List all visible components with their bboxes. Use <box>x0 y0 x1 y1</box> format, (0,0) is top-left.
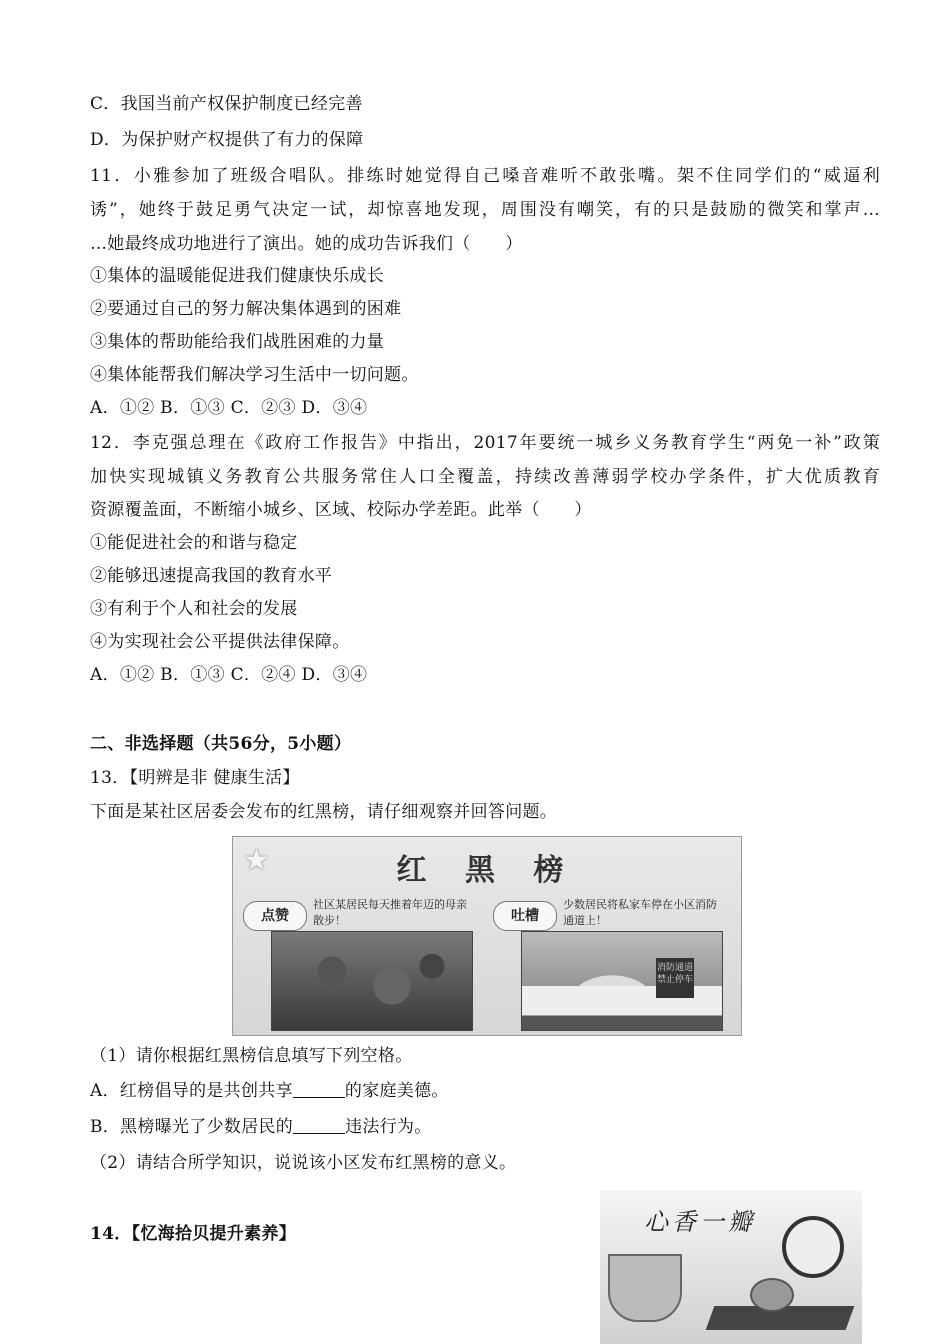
decorative-image <box>600 1190 862 1344</box>
teacup-icon <box>608 1254 682 1322</box>
complain-tag: 吐槽 <box>493 901 557 931</box>
black-board-note: 少数居民将私家车停在小区消防通道上！ <box>563 898 717 927</box>
deco-caption: 心香一瓣 <box>644 1208 756 1236</box>
star-icon: ★ <box>243 843 270 878</box>
q11-statement-4: ④集体能帮我们解决学习生活中一切问题。 <box>90 365 419 385</box>
q13-intro: 下面是某社区居委会发布的红黑榜，请仔细观察并回答问题。 <box>90 802 558 822</box>
q12-stem-line1: 12．李克强总理在《政府工作报告》中指出，2017年要统一城乡义务教育学生“两免一补”政策 <box>90 433 880 453</box>
board-title: 红 黑 榜 <box>396 853 578 888</box>
fill-blank-a[interactable] <box>293 1079 345 1098</box>
q13-fill-a-prefix: A．红榜倡导的是共创共享 <box>90 1081 293 1101</box>
flower-icon <box>750 1278 794 1312</box>
q11-stem-line3: …她最终成功地进行了演出。她的成功告诉我们（ ） <box>90 234 523 254</box>
q12-statement-3: ③有利于个人和社会的发展 <box>90 599 298 619</box>
fire-lane-sign: 消防通道禁止停车 <box>656 958 694 998</box>
q13-fill-b-prefix: B．黑榜曝光了少数居民的 <box>90 1117 294 1137</box>
red-board-panel <box>241 891 481 1029</box>
q12-statement-4: ④为实现社会公平提供法律保障。 <box>90 632 350 652</box>
q11-stem-line1: 11．小雅参加了班级合唱队。排练时她觉得自己嗓音难听不敢张嘴。架不住同学们的“威逼利 <box>90 166 880 186</box>
parked-car-photo <box>521 931 723 1031</box>
q13-title: 13．【明辨是非 健康生活】 <box>90 768 300 788</box>
q10-option-c: C．我国当前产权保护制度已经完善 <box>90 94 363 114</box>
q11-stem-line2: 诱”，她终于鼓足勇气决定一试，却惊喜地发现，周围没有嘲笑，有的只是鼓励的微笑和掌声… <box>90 200 880 220</box>
red-black-board-image <box>232 836 742 1036</box>
black-board-panel <box>491 891 731 1029</box>
q11-answer-choices: A．①② B．①③ C．②③ D．③④ <box>90 398 368 418</box>
q12-stem-line2: 加快实现城镇义务教育公共服务常住人口全覆盖，持续改善薄弱学校办学条件，扩大优质教育 <box>90 467 880 487</box>
section-2-heading: 二、非选择题（共56分，5小题） <box>90 734 352 754</box>
q11-statement-2: ②要通过自己的努力解决集体遇到的困难 <box>90 299 402 319</box>
q13-fill-a <box>90 1079 880 1103</box>
q13-fill-b-suffix: 违法行为。 <box>345 1117 432 1137</box>
q13-fill-a-suffix: 的家庭美德。 <box>344 1081 449 1101</box>
q14-title: 14．【忆海拾贝提升素养】 <box>90 1224 297 1244</box>
q13-part2: （2）请结合所学知识，说说该小区发布红黑榜的意义。 <box>90 1153 517 1173</box>
q10-option-d: D．为保护财产权提供了有力的保障 <box>90 130 364 150</box>
like-tag: 点赞 <box>243 901 307 931</box>
q12-stem-line3: 资源覆盖面，不断缩小城乡、区域、校际办学差距。此举（ ） <box>90 500 592 520</box>
red-board-note: 社区某居民每天推着年迈的母亲散步！ <box>313 898 467 927</box>
q12-answer-choices: A．①② B．①③ C．②④ D．③④ <box>90 665 368 685</box>
q12-statement-1: ①能促进社会的和谐与稳定 <box>90 533 298 553</box>
q13-fill-b <box>90 1115 880 1139</box>
q11-statement-3: ③集体的帮助能给我们战胜困难的力量 <box>90 332 385 352</box>
q13-part1: （1）请你根据红黑榜信息填写下列空格。 <box>90 1046 413 1066</box>
q11-statement-1: ①集体的温暖能促进我们健康快乐成长 <box>90 266 385 286</box>
alarm-clock-icon <box>782 1216 844 1278</box>
fill-blank-b[interactable] <box>293 1115 345 1134</box>
q12-statement-2: ②能够迅速提高我国的教育水平 <box>90 566 333 586</box>
elderly-walk-photo <box>271 931 473 1031</box>
